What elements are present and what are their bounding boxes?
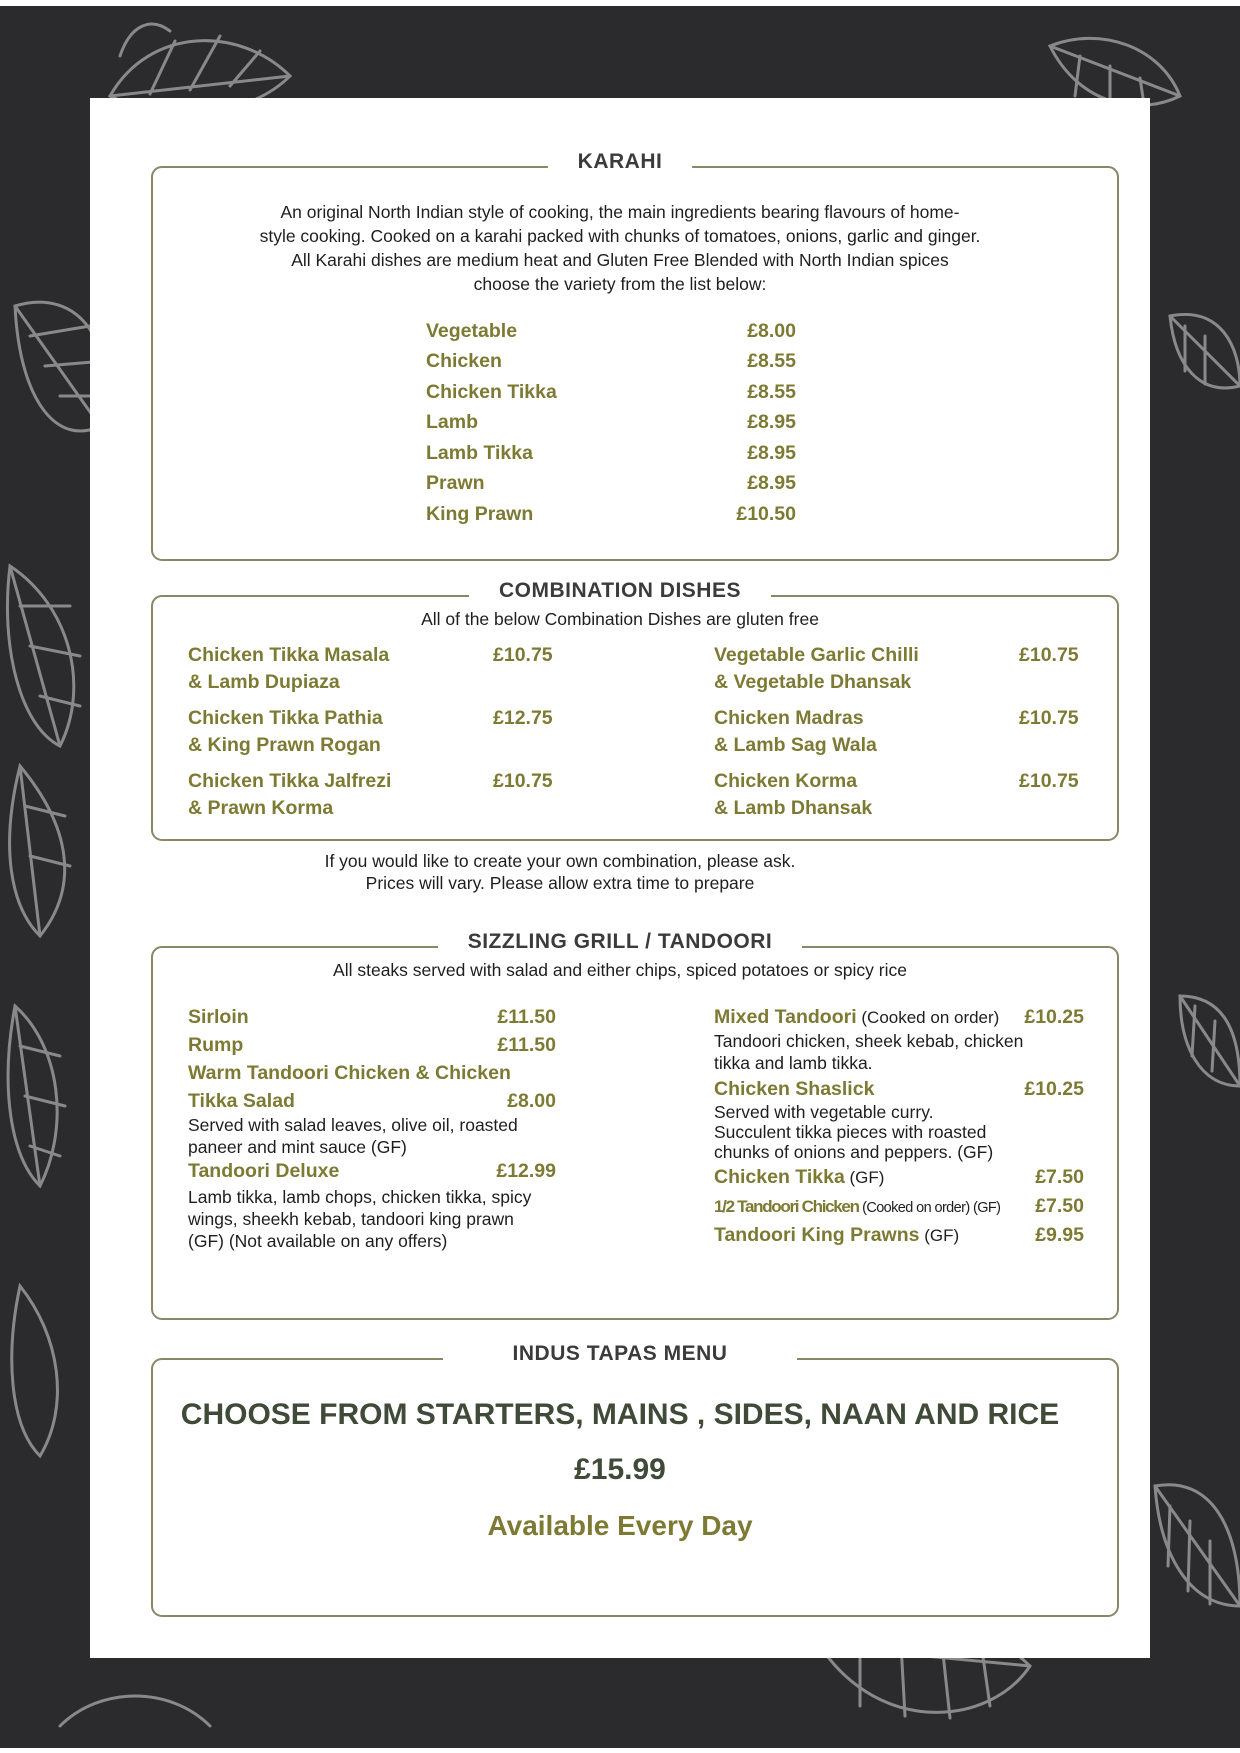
tapas-heading: INDUS TAPAS MENU [90,1342,1150,1366]
list-item: Tandoori Deluxe £12.99 [188,1160,556,1182]
menu-page [90,98,1150,1658]
list-item: Vegetable £8.00 [426,319,796,342]
list-item: Tikka Salad £8.00 [188,1090,556,1112]
combo-item: Chicken Korma & Lamb Dhansak £10.75 [714,770,1079,819]
karahi-heading: KARAHI [90,150,1150,174]
list-item: Chicken Tikka (GF) £7.50 [714,1166,1084,1188]
list-item: Mixed Tandoori (Cooked on order) £10.25 [714,1006,1084,1028]
item-description: Served with salad leaves, olive oil, roasted [188,1115,518,1135]
item-description: Succulent tikka pieces with roasted [714,1122,987,1142]
combo-item: Chicken Tikka Pathia & King Prawn Rogan £12.75 [188,707,553,756]
list-item: King Prawn £10.50 [426,502,796,525]
list-item: Chicken Tikka £8.55 [426,380,796,403]
list-item: Tandoori King Prawns (GF) £9.95 [714,1224,1084,1246]
list-item: Sirloin £11.50 [188,1006,556,1028]
grill-left-column [188,1006,556,1252]
combo-item: Chicken Tikka Jalfrezi & Prawn Korma £10.75 [188,770,553,819]
grill-right-column [714,1006,1084,1253]
combination-heading: COMBINATION DISHES [90,579,1150,603]
list-item: Rump £11.50 [188,1034,556,1056]
item-description: Lamb tikka, lamb chops, chicken tikka, spicy [188,1187,532,1207]
list-item: Lamb £8.95 [426,411,796,434]
combo-item: Vegetable Garlic Chilli & Vegetable Dhansak £10.75 [714,644,1079,693]
combo-item: Chicken Madras & Lamb Sag Wala £10.75 [714,707,1079,756]
list-item: Chicken Shaslick £10.25 [714,1078,1084,1100]
item-description: tikka and lamb tikka. [714,1053,873,1073]
grill-subtitle: All steaks served with salad and either chips, spiced potatoes or spicy rice [333,960,907,980]
tapas-section [151,1358,1119,1617]
tapas-price: £15.99 [574,1453,666,1486]
tapas-availability: Available Every Day [487,1510,753,1541]
combo-item: Chicken Tikka Masala & Lamb Dupiaza £10.75 [188,644,553,693]
list-item: Lamb Tikka £8.95 [426,441,796,464]
list-item: Warm Tandoori Chicken & Chicken [188,1062,511,1084]
grill-heading: SIZZLING GRILL / TANDOORI [90,930,1150,954]
item-description: (GF) (Not available on any offers) [188,1231,448,1251]
item-description: chunks of onions and peppers. (GF) [714,1142,994,1162]
item-description: Served with vegetable curry. [714,1102,934,1122]
karahi-price-list [426,316,796,530]
item-description: Tandoori chicken, sheek kebab, chicken [714,1031,1024,1051]
combination-subtitle: All of the below Combination Dishes are gluten free [421,609,819,629]
combination-footer-note: If you would like to create your own combination, please ask. Prices will vary. Please allow extra time to prepare [324,851,796,893]
list-item: Prawn £8.95 [426,472,796,495]
list-item: 1/2 Tandoori Chicken (Cooked on order) (GF) £7.50 [714,1195,1084,1217]
item-description: paneer and mint sauce (GF) [188,1137,407,1157]
list-item: Chicken £8.55 [426,350,796,373]
item-description: wings, sheekh kebab, tandoori king prawn [188,1209,514,1229]
tapas-headline: CHOOSE FROM STARTERS, MAINS , SIDES, NAAN AND RICE [180,1398,1060,1431]
dark-background-frame [0,6,1240,1748]
karahi-description: An original North Indian style of cooking, the main ingredients bearing flavours of home- style cooking. Cooked on a karahi packed with chunks of tomatoes, onions, garlic and ginger. All Karahi dishes are medium heat and Gluten Free Blended with North Indian spices choose the variety from the list below: [259,202,981,294]
